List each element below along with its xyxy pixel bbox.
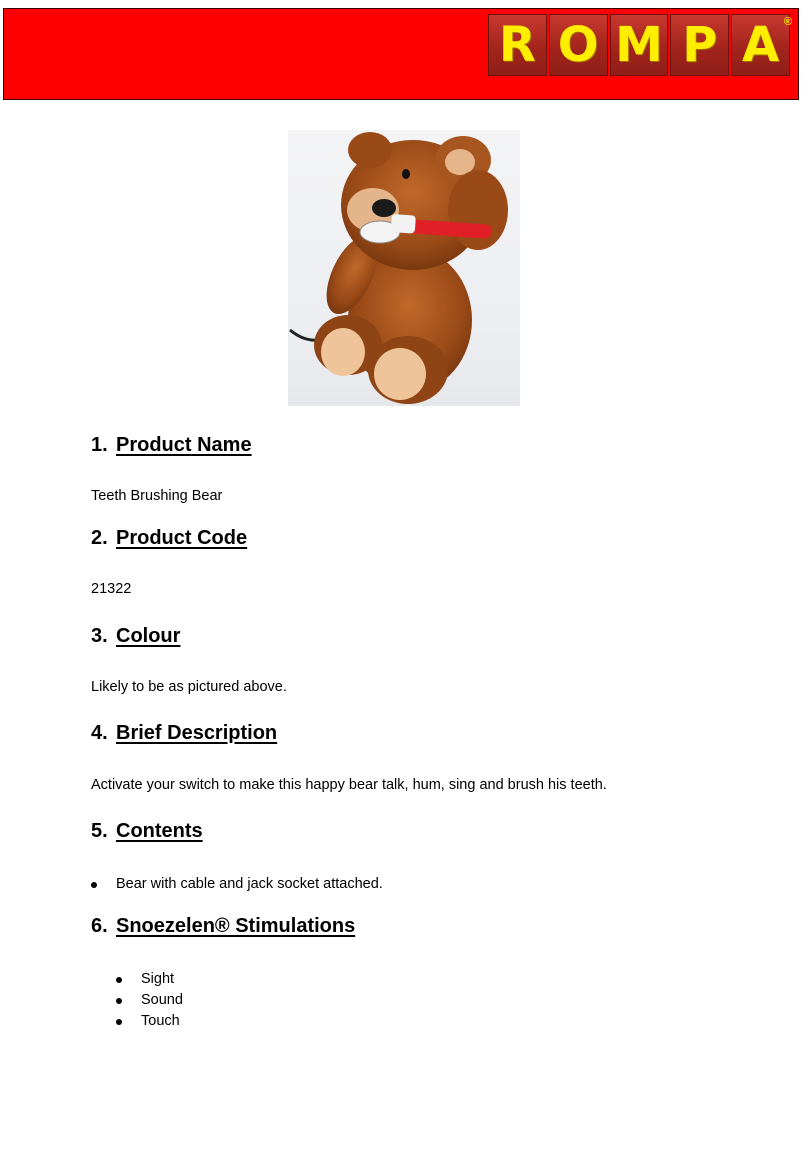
section-number: 2. [91, 527, 108, 549]
logo-letter: O [549, 14, 608, 76]
colour-value: Likely to be as pictured above. [91, 679, 287, 695]
logo-letter: M [610, 14, 669, 76]
section-heading [91, 915, 355, 938]
section-title: Product Code [116, 527, 248, 549]
description-value: Activate your switch to make this happy bear talk, hum, sing and brush his teeth. [91, 777, 607, 793]
list-item: Touch [116, 1011, 183, 1032]
rompa-logo [488, 14, 790, 76]
section-number: 3. [91, 625, 108, 647]
section-number: 5. [91, 820, 108, 842]
section-title: Contents [116, 820, 203, 842]
section-title: Brief Description [116, 722, 278, 744]
section-title: Colour [116, 625, 181, 647]
section-title: Snoezelen® Stimulations [116, 915, 356, 937]
logo-letter: P [670, 14, 729, 76]
product-name-value: Teeth Brushing Bear [91, 488, 223, 504]
registered-mark: ® [783, 16, 792, 28]
stimulations-list [116, 969, 183, 1032]
contents-list [91, 874, 383, 895]
section-heading [91, 527, 247, 550]
teddy-bear-illustration [288, 130, 520, 406]
section-heading [91, 722, 277, 745]
logo-letter: A [731, 14, 790, 76]
product-code-value: 21322 [91, 581, 132, 597]
list-item: Bear with cable and jack socket attached. [91, 874, 383, 895]
section-heading [91, 625, 180, 648]
list-item: Sound [116, 990, 183, 1011]
section-title: Product Name [116, 434, 252, 456]
list-item: Sight [116, 969, 183, 990]
section-number: 6. [91, 915, 108, 937]
section-heading [91, 434, 252, 457]
section-number: 4. [91, 722, 108, 744]
section-number: 1. [91, 434, 108, 456]
section-heading [91, 820, 203, 843]
logo-letter: R [488, 14, 547, 76]
product-image [288, 130, 520, 406]
